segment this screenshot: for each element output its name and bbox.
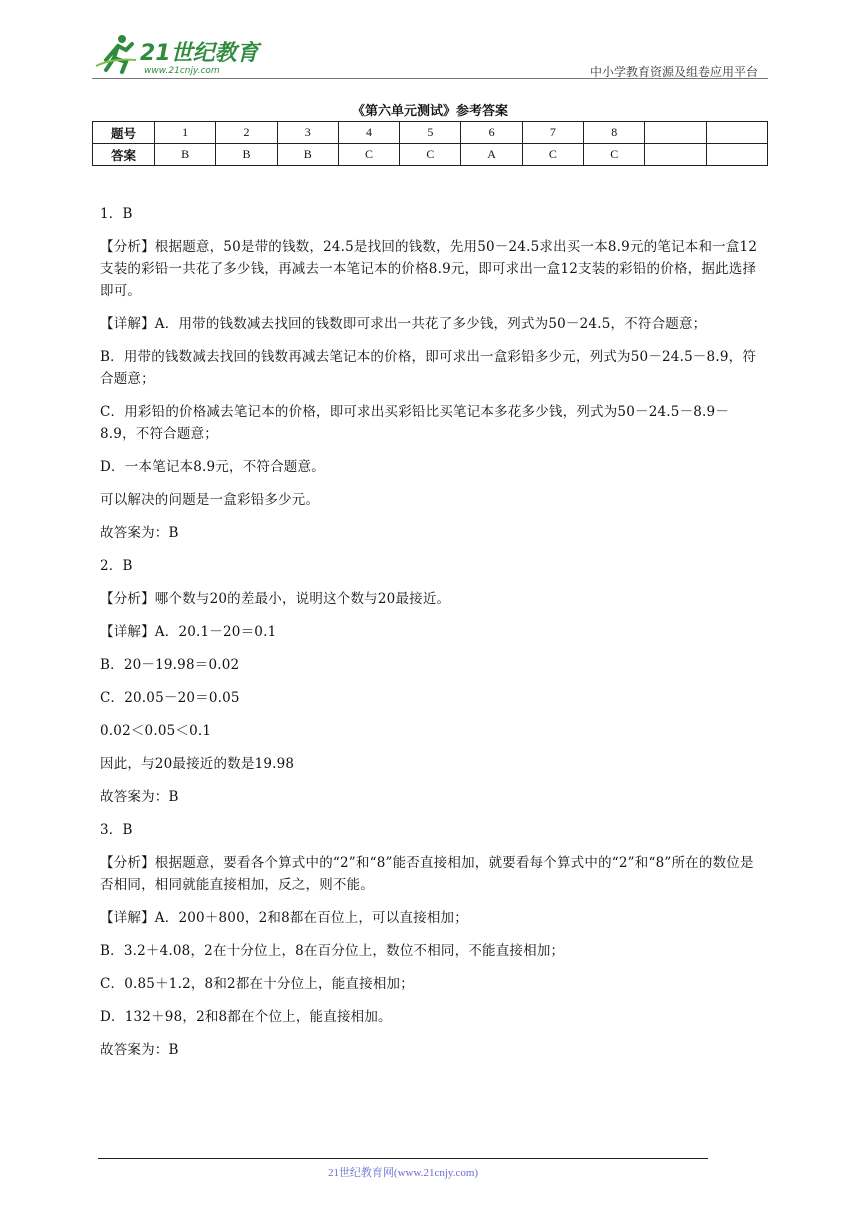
answer-cell <box>645 144 706 166</box>
answer-cell: B <box>155 144 216 166</box>
number-cell: 4 <box>338 122 399 144</box>
detail-paragraph: B．用带的钱数减去找回的钱数再减去笔记本的价格，即可求出一盒彩铅多少元，列式为50－24.5－8.9，符合题意； <box>100 349 757 387</box>
answer-q3-heading: 3．B <box>100 822 133 838</box>
detail-paragraph: D．132＋98，2和8都在个位上，能直接相加。 <box>100 1009 392 1025</box>
answer-cell: B <box>216 144 277 166</box>
logo-url: www.21cnjy.com <box>144 66 220 76</box>
number-cell: 3 <box>277 122 338 144</box>
number-cell: 1 <box>155 122 216 144</box>
detail-paragraph: C．用彩铅的价格减去笔记本的价格，即可求出买彩铅比买笔记本多花多少钱，列式为50－24.5－8.9－8.9，不符合题意； <box>100 404 730 442</box>
final-answer: 故答案为：B <box>100 525 179 541</box>
platform-name: 中小学教育资源及组卷应用平台 <box>589 65 758 79</box>
final-answer: 故答案为：B <box>100 1042 179 1058</box>
answer-cell: C <box>400 144 461 166</box>
detail-paragraph: 【详解】A．200＋800，2和8都在百位上，可以直接相加； <box>100 910 468 926</box>
solutions-body <box>100 197 760 1066</box>
conclusion-paragraph: 因此，与20最接近的数是19.98 <box>100 756 295 772</box>
answer-cell <box>706 144 767 166</box>
answer-row <box>93 144 768 166</box>
detail-paragraph: C．20.05－20＝0.05 <box>100 690 240 706</box>
number-cell: 6 <box>461 122 522 144</box>
detail-paragraph: B．20－19.98＝0.02 <box>100 657 240 673</box>
row-header-number: 题号 <box>93 122 155 144</box>
answer-cell: C <box>584 144 645 166</box>
analysis-paragraph: 【分析】根据题意，50是带的钱数，24.5是找回的钱数，先用50－24.5求出买一本8.9元的笔记本和一盒12支装的彩铅一共花了多少钱，再减去一本笔记本的价格8.9元，即可求出一盒12支装的彩铅的价格，据此选择即可。 <box>100 239 758 299</box>
analysis-paragraph: 【分析】根据题意，要看各个算式中的“2”和“8”能否直接相加，就要看每个算式中的“2”和“8”所在的数位是否相同，相同就能直接相加，反之，则不能。 <box>100 855 754 893</box>
number-cell: 8 <box>584 122 645 144</box>
row-header-answer: 答案 <box>93 144 155 166</box>
detail-paragraph: B．3.2＋4.08，2在十分位上，8在百分位上，数位不相同，不能直接相加； <box>100 943 565 959</box>
answer-cell: C <box>522 144 583 166</box>
detail-paragraph: D．一本笔记本8.9元，不符合题意。 <box>100 459 325 475</box>
number-cell <box>645 122 706 144</box>
detail-paragraph: 【详解】A．20.1－20＝0.1 <box>100 624 277 640</box>
number-cell: 7 <box>522 122 583 144</box>
logo-text: 21世纪教育 <box>140 41 259 66</box>
page-title: 《第六单元测试》参考答案 <box>351 104 508 119</box>
answer-cell: B <box>277 144 338 166</box>
number-cell <box>706 122 767 144</box>
conclusion-paragraph: 可以解决的问题是一盒彩铅多少元。 <box>100 492 320 508</box>
detail-paragraph: 【详解】A．用带的钱数减去找回的钱数即可求出一共花了多少钱，列式为50－24.5，不符合题意； <box>100 316 707 332</box>
analysis-paragraph: 【分析】哪个数与20的差最小，说明这个数与20最接近。 <box>100 591 451 607</box>
header-divider <box>92 78 768 79</box>
detail-paragraph: 0.02＜0.05＜0.1 <box>100 723 212 739</box>
footer-divider <box>98 1158 708 1159</box>
answer-q1-heading: 1．B <box>100 206 133 222</box>
answer-q2-heading: 2．B <box>100 558 133 574</box>
footer-link[interactable]: 21世纪教育网(www.21cnjy.com) <box>327 1167 479 1179</box>
page-header <box>92 30 768 78</box>
answer-cell: A <box>461 144 522 166</box>
question-number-row <box>93 122 768 144</box>
answer-cell: C <box>338 144 399 166</box>
number-cell: 2 <box>216 122 277 144</box>
number-cell: 5 <box>400 122 461 144</box>
detail-paragraph: C．0.85＋1.2，8和2都在十分位上，能直接相加； <box>100 976 414 992</box>
answer-table <box>92 121 768 166</box>
final-answer: 故答案为：B <box>100 789 179 805</box>
logo <box>92 30 262 76</box>
